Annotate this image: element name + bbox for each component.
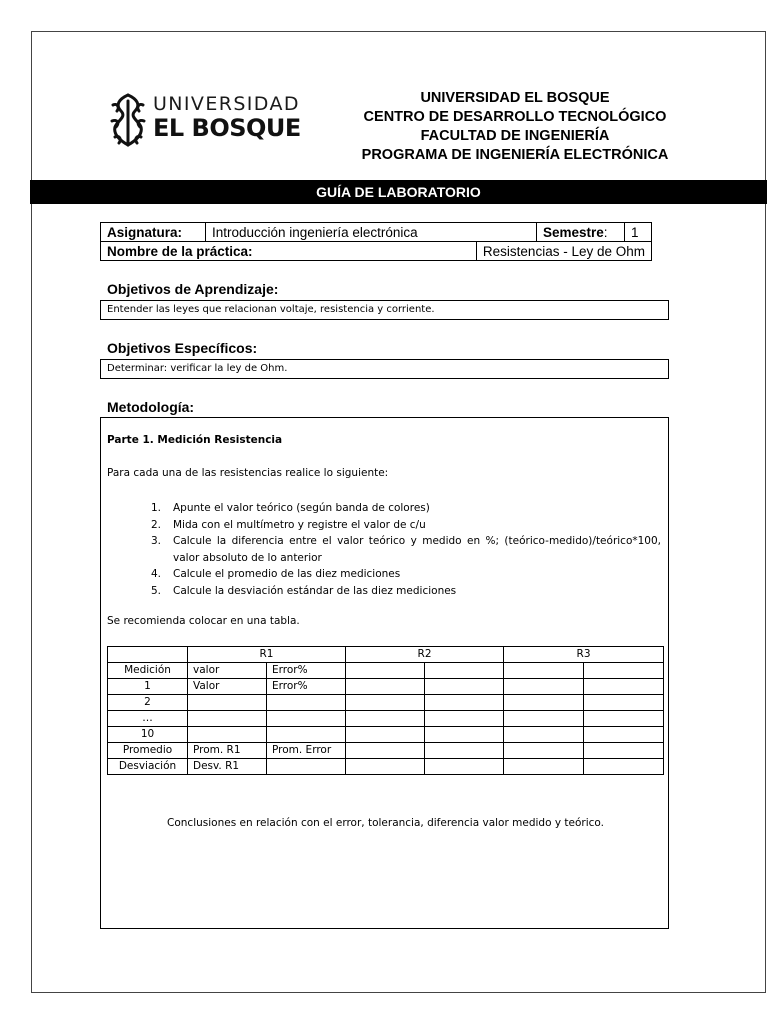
table-cell: [425, 695, 504, 711]
semestre-label: Semestre: [543, 224, 604, 240]
step-number: 3.: [151, 535, 162, 547]
table-cell: [584, 695, 664, 711]
metodologia-title: Metodología:: [107, 399, 195, 415]
practica-label: Nombre de la práctica:: [101, 242, 477, 261]
table-cell: Desviación: [108, 759, 188, 775]
table-cell: Medición: [108, 663, 188, 679]
table-cell: [267, 759, 346, 775]
objetivos-aprendizaje-title: Objetivos de Aprendizaje:: [107, 281, 279, 297]
objetivos-especificos-title: Objetivos Específicos:: [107, 340, 258, 356]
table-cell: [267, 727, 346, 743]
table-cell: [584, 727, 664, 743]
measurements-table: [107, 646, 664, 775]
table-cell: [346, 743, 425, 759]
table-cell: [425, 663, 504, 679]
practica-value: Resistencias - Ley de Ohm: [476, 242, 651, 261]
step-text: Mida con el multímetro y registre el valor de c/u: [173, 518, 426, 531]
table-row: [108, 759, 664, 775]
table-cell: [425, 743, 504, 759]
conclusions-text: Conclusiones en relación con el error, tolerancia, diferencia valor medido y teórico.: [167, 817, 604, 829]
tree-emblem-icon: [107, 91, 149, 149]
table-row: [108, 743, 664, 759]
asignatura-value: Introducción ingeniería electrónica: [206, 223, 537, 242]
table-cell: Error%: [267, 663, 346, 679]
logo-line-1: UNIVERSIDAD: [153, 93, 300, 115]
table-row: [108, 711, 664, 727]
logo-line-2: EL BOSQUE: [153, 114, 301, 142]
table-cell: …: [108, 711, 188, 727]
table-cell: [346, 663, 425, 679]
header-line-3: FACULTAD DE INGENIERÍA: [420, 128, 610, 144]
intro-text: Para cada una de las resistencias realice lo siguiente:: [107, 467, 389, 479]
metodologia-box: [100, 417, 669, 929]
table-cell: [346, 711, 425, 727]
university-logo: [107, 91, 307, 151]
table-cell: [584, 743, 664, 759]
table-cell: 10: [108, 727, 188, 743]
table-cell: [267, 695, 346, 711]
step-text: Calcule la desviación estándar de las diez mediciones: [173, 584, 457, 597]
table-cell: [346, 759, 425, 775]
table-header-row: [108, 647, 664, 663]
table-cell: Prom. Error: [267, 743, 346, 759]
step-item: [141, 583, 661, 600]
header-r2: R2: [346, 647, 504, 663]
table-cell: Desv. R1: [188, 759, 267, 775]
step-number: 5.: [151, 584, 162, 597]
table-cell: [425, 711, 504, 727]
table-cell: Promedio: [108, 743, 188, 759]
table-cell: [584, 679, 664, 695]
table-cell: valor: [188, 663, 267, 679]
table-cell: [188, 711, 267, 727]
semestre-colon: :: [603, 224, 608, 240]
table-cell: [584, 759, 664, 775]
step-number: 2.: [151, 518, 162, 531]
parte-heading: Parte 1. Medición Resistencia: [107, 434, 283, 446]
table-cell: [188, 695, 267, 711]
table-cell: [425, 727, 504, 743]
step-item: [141, 500, 661, 517]
table-row: [108, 679, 664, 695]
table-cell: [504, 695, 584, 711]
table-row: [108, 663, 664, 679]
step-item: [141, 566, 661, 583]
asignatura-label: Asignatura:: [101, 223, 206, 242]
table-cell: [346, 727, 425, 743]
table-row: [108, 695, 664, 711]
table-cell: 1: [108, 679, 188, 695]
table-cell: [188, 727, 267, 743]
table-cell: [504, 727, 584, 743]
table-cell: [504, 711, 584, 727]
course-info-table: [100, 222, 652, 261]
header-r1: R1: [188, 647, 346, 663]
table-cell: [504, 759, 584, 775]
header-line-4: PROGRAMA DE INGENIERÍA ELECTRÓNICA: [361, 147, 669, 163]
objetivos-aprendizaje-box: Entender las leyes que relacionan voltaje, resistencia y corriente.: [100, 300, 669, 320]
header-r3: R3: [504, 647, 664, 663]
table-cell: [584, 663, 664, 679]
table-row: [108, 727, 664, 743]
table-cell: Prom. R1: [188, 743, 267, 759]
table-cell: [584, 711, 664, 727]
guia-title-bar: GUÍA DE LABORATORIO: [30, 180, 767, 204]
step-number: 4.: [151, 568, 162, 580]
step-item: [141, 517, 661, 534]
step-text: Apunte el valor teórico (según banda de colores): [173, 502, 430, 514]
step-item: [141, 533, 661, 566]
steps-list: [141, 500, 661, 599]
step-text: Calcule el promedio de las diez mediciones: [173, 568, 401, 580]
table-cell: [346, 695, 425, 711]
step-text: Calcule la diferencia entre el valor teórico y medido en %; (teórico-medido)/teórico*100, valor absoluto de lo anterior: [173, 535, 661, 564]
objetivos-especificos-box: Determinar: verificar la ley de Ohm.: [100, 359, 669, 379]
semestre-value: 1: [625, 223, 652, 242]
table-cell: [108, 647, 188, 663]
table-cell: [425, 679, 504, 695]
table-cell: Valor: [188, 679, 267, 695]
table-cell: [267, 711, 346, 727]
header-line-1: UNIVERSIDAD EL BOSQUE: [420, 90, 610, 106]
table-cell: [504, 743, 584, 759]
institution-header: [360, 89, 670, 165]
table-cell: [425, 759, 504, 775]
table-cell: Error%: [267, 679, 346, 695]
table-cell: [346, 679, 425, 695]
step-number: 1.: [151, 502, 162, 514]
table-cell: [504, 663, 584, 679]
table-cell: [504, 679, 584, 695]
table-cell: 2: [108, 695, 188, 711]
recommendation-text: Se recomienda colocar en una tabla.: [107, 615, 300, 627]
semestre-label-cell: [537, 223, 625, 242]
header-line-2: CENTRO DE DESARROLLO TECNOLÓGICO: [363, 109, 667, 125]
